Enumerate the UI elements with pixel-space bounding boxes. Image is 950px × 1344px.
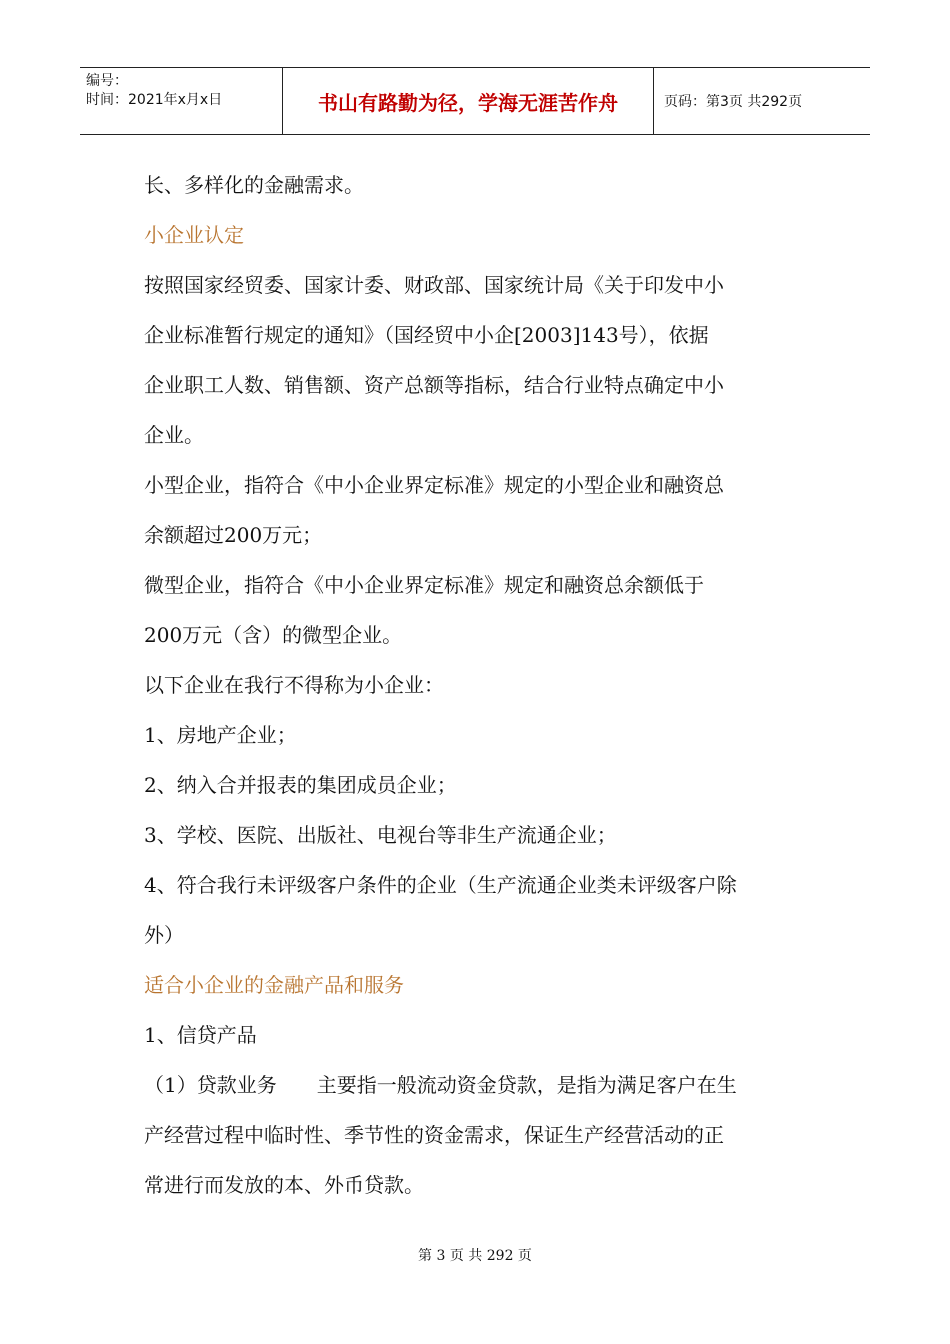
body-line: 企业标准暂行规定的通知》（国经贸中小企[2003]143号），依据 bbox=[144, 323, 709, 347]
document-date-label: 时间：2021年x月x日 bbox=[86, 92, 223, 108]
body-line: 长、多样化的金融需求。 bbox=[144, 173, 364, 197]
header-motto: 书山有路勤为径，学海无涯苦作舟 bbox=[283, 68, 654, 134]
body-line: 小型企业，指符合《中小企业界定标准》规定的小型企业和融资总 bbox=[144, 473, 724, 497]
body-line: 常进行而发放的本、外币贷款。 bbox=[144, 1173, 424, 1197]
section-heading-small-enterprise-definition: 小企业认定 bbox=[144, 223, 244, 247]
body-line: 余额超过200万元； bbox=[144, 523, 323, 547]
body-line: 产经营过程中临时性、季节性的资金需求，保证生产经营活动的正 bbox=[144, 1123, 724, 1147]
list-item: 2、纳入合并报表的集团成员企业； bbox=[144, 773, 457, 797]
page-footer: 第 3 页 共 292 页 bbox=[418, 1248, 532, 1264]
body-line: 外） bbox=[144, 923, 184, 947]
header-page-info: 页码：第3页 共292页 bbox=[664, 94, 803, 110]
body-line: 200万元（含）的微型企业。 bbox=[144, 623, 403, 647]
list-item: 3、学校、医院、出版社、电视台等非生产流通企业； bbox=[144, 823, 617, 847]
body-line: 以下企业在我行不得称为小企业： bbox=[144, 673, 444, 697]
body-line: 按照国家经贸委、国家计委、财政部、国家统计局《关于印发中小 bbox=[144, 273, 724, 297]
document-number-label: 编号： bbox=[86, 73, 128, 89]
body-line: 微型企业，指符合《中小企业界定标准》规定和融资总余额低于 bbox=[144, 573, 704, 597]
document-body bbox=[144, 160, 812, 1210]
page-header bbox=[80, 67, 870, 135]
list-item: 1、房地产企业； bbox=[144, 723, 297, 747]
list-item: 4、符合我行未评级客户条件的企业（生产流通企业类未评级客户除 bbox=[144, 873, 737, 897]
list-item: 1、信贷产品 bbox=[144, 1023, 257, 1047]
body-line: 企业职工人数、销售额、资产总额等指标，结合行业特点确定中小 bbox=[144, 373, 724, 397]
body-line: （1）贷款业务 主要指一般流动资金贷款，是指为满足客户在生 bbox=[144, 1073, 737, 1097]
section-heading-financial-products: 适合小企业的金融产品和服务 bbox=[144, 973, 404, 997]
header-left-cell bbox=[80, 68, 283, 134]
body-line: 企业。 bbox=[144, 423, 204, 447]
